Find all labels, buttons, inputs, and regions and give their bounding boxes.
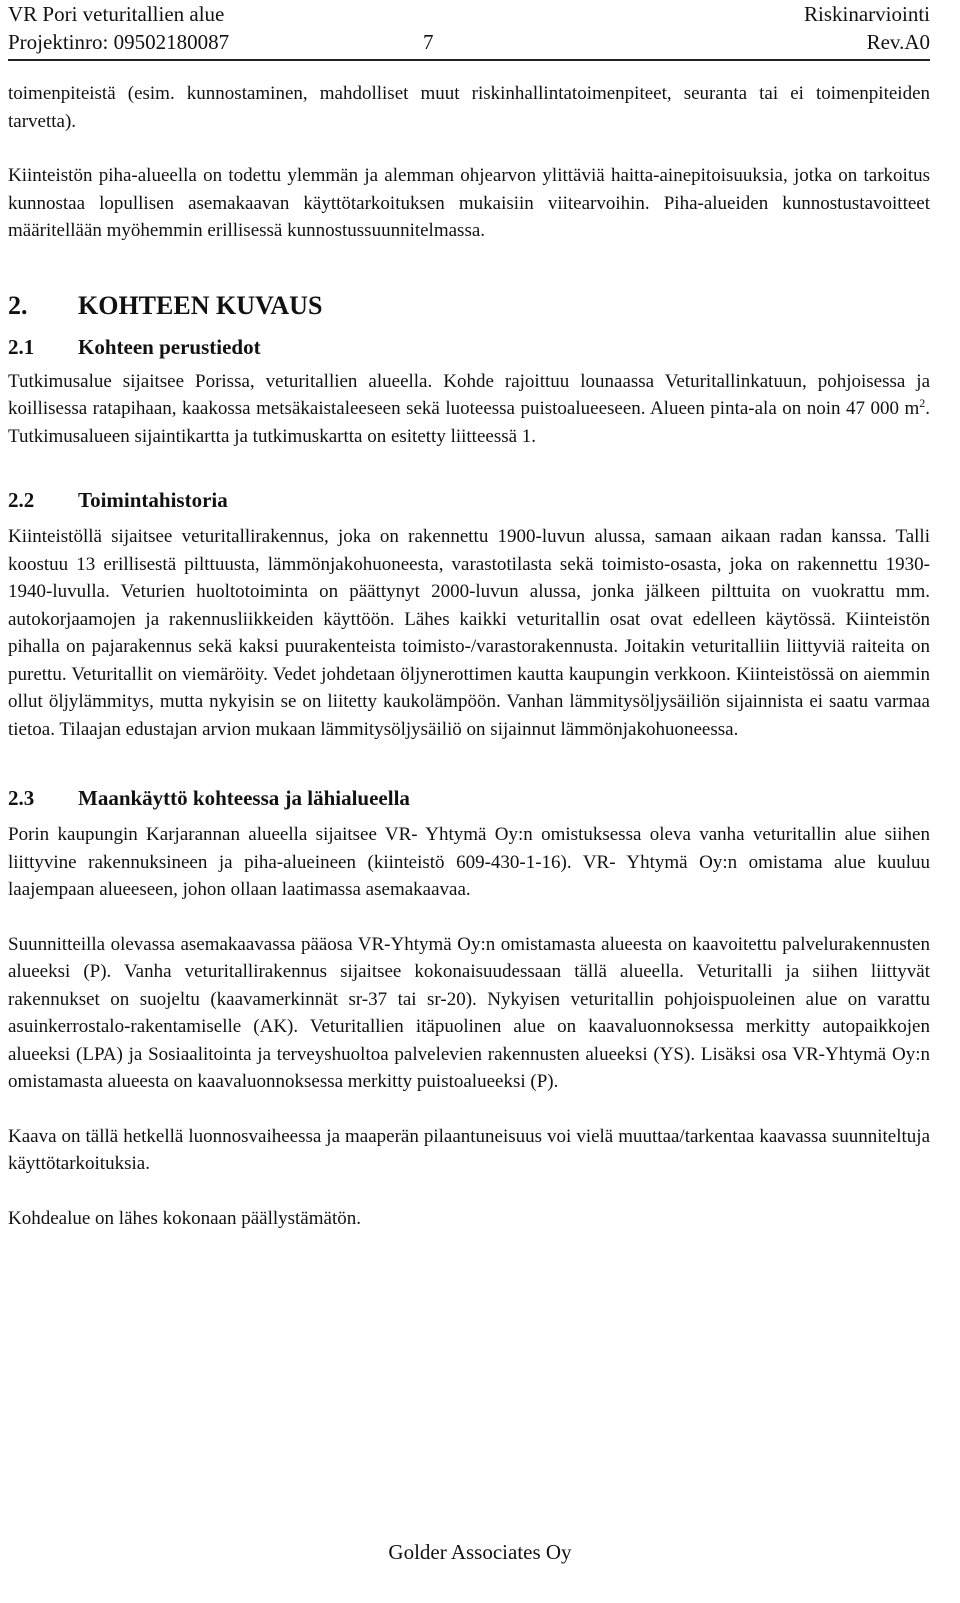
section-heading-2-1 [8, 332, 930, 362]
page-header [8, 0, 930, 56]
header-row-2 [8, 28, 930, 56]
section-title: Kohteen perustiedot [78, 334, 261, 359]
section-number: 2.2 [8, 488, 35, 512]
section-heading-2-2 [8, 485, 930, 515]
section-number: 2.3 [8, 786, 35, 810]
superscript: 2 [919, 396, 926, 410]
paragraph-piha-alue: Kiinteistön piha-alueella on todettu ylemmän ja alemman ohjearvon ylittäviä haitta-ainepitoisuuksia, jotka on tarkoitus kunnostaa lopullisen asemakaavan käyttötarkoituksen mukaisiin viitearvoihin. Piha-alueiden kunnostustavoitteet määritellään myöhemmin erillisessä kunnostussuunnitelmassa. [8, 165, 930, 241]
paragraph-perustiedot [8, 368, 930, 451]
paragraph-maankaytto-4: Kohdealue on lähes kokonaan päällystämätön. [8, 1207, 361, 1229]
section-number: 2.1 [8, 334, 35, 359]
section-title: Maankäyttö kohteessa ja lähialueella [78, 786, 410, 810]
section-title: Toimintahistoria [78, 488, 228, 512]
section-title: KOHTEEN KUVAUS [78, 290, 323, 320]
revision: Rev.A0 [866, 30, 930, 54]
paragraph-maankaytto-3: Kaava on tällä hetkellä luonnosvaiheessa ja maaperän pilaantuneisuus voi vielä muuttaa/tarkentaa kaavassa suunniteltuja käyttötarkoituksia. [8, 1125, 930, 1174]
page-body [8, 80, 930, 1232]
header-row-1 [8, 0, 930, 28]
paragraph-toimintahistoria: Kiinteistöllä sijaitsee veturitallirakennus, joka on rakennettu 1900-luvun alussa, samaan aikaan radan kanssa. Talli koostuu 13 erillisestä pilttuusta, lämmönjakohuoneesta, varastotilasta sekä toimisto-osasta, joka on rakennettu 1930-1940-luvulla. Veturien huoltotoiminta on päättynyt 2000-luvun alussa, jonka jälkeen pilttuita on vuokrattu mm. autokorjaamojen ja rakennusliikkeiden käyttöön. Lähes kaikki veturitallin osat ovat edelleen käytössä. Kiinteistön pihalla on pajarakennus sekä kaksi puurakenteista toimisto-/varastorakennusta. Joitakin veturitalliin liittyviä raiteita on purettu. Veturitallit on viemäröity. Vedet johdetaan öljynerottimen kautta kaupungin verkkoon. Kiinteistössä on aiemmin ollut öljylämmitys, mutta nykyisin se on liitetty kaukolämpöön. Vanhan lämmitysöljysäiliön sijainnista ei saatu varmaa tietoa. Tilaajan edustajan arvion mukaan lämmitysöljysäiliö on sijainnut lämmönjakohuoneessa. [8, 526, 930, 740]
document-type: Riskinarviointi [804, 2, 930, 26]
paragraph-continued: toimenpiteistä (esim. kunnostaminen, mahdolliset muut riskinhallintatoimenpiteet, seuranta tai ei toimenpiteiden tarvetta). [8, 83, 930, 132]
text-segment: Tutkimusalue sijaitsee Porissa, veturitallien alueella. Kohde rajoittuu lounaassa Veturitallinkatuun, pohjoisessa ja koillisessa ratapihaan, kaakossa metsäkaistaleeseen sekä luoteessa puistoalueeseen. Alueen pinta-ala on noin 47 000 m [8, 370, 930, 419]
page-footer [0, 1538, 960, 1566]
project-title: VR Pori veturitallien alue [8, 2, 225, 26]
project-number: Projektinro: 09502180087 [8, 30, 230, 54]
paragraph-maankaytto-1: Porin kaupungin Karjarannan alueella sijaitsee VR- Yhtymä Oy:n omistuksessa oleva vanha veturitallin alue siihen liittyvine rakennuksineen ja piha-alueineen (kiinteistö 609-430-1-16). VR- Yhtymä Oy:n omistama alue kuuluu laajempaan alueeseen, johon ollaan laatimassa asemakaavaa. [8, 824, 930, 900]
page-number: 7 [423, 30, 434, 54]
company-name: Golder Associates Oy [388, 1540, 572, 1564]
paragraph-maankaytto-2: Suunnitteilla olevassa asemakaavassa pääosa VR-Yhtymä Oy:n omistamasta alueesta on kaavoitettu palvelurakennusten alueeksi (P). Vanha veturitallirakennus sijaitsee kokonaisuudessaan tällä alueella. Veturitalli ja siihen liittyvät rakennukset on suojeltu (kaavamerkinnät sr-37 tai sr-20). Nykyisen veturitallin pohjoispuoleinen alue on varattu asuinkerrostalo-rakentamiselle (AK). Veturitallien itäpuolinen alue on kaavaluonnoksessa merkitty autopaikkojen alueeksi (LPA) ja Sosiaalitointa ja terveyshuoltoa palvelevien rakennusten alueeksi (YS). Lisäksi osa VR-Yhtymä Oy:n omistamasta alueesta on kaavaluonnoksessa merkitty puistoalueeksi (P). [8, 933, 930, 1092]
section-number: 2. [8, 290, 28, 320]
header-divider [8, 59, 930, 61]
text-segment: . Tutkimusalueen sijaintikartta ja tutkimuskartta on esitetty liitteessä 1. [8, 398, 930, 447]
section-heading-2 [8, 289, 930, 323]
section-heading-2-3 [8, 783, 930, 813]
